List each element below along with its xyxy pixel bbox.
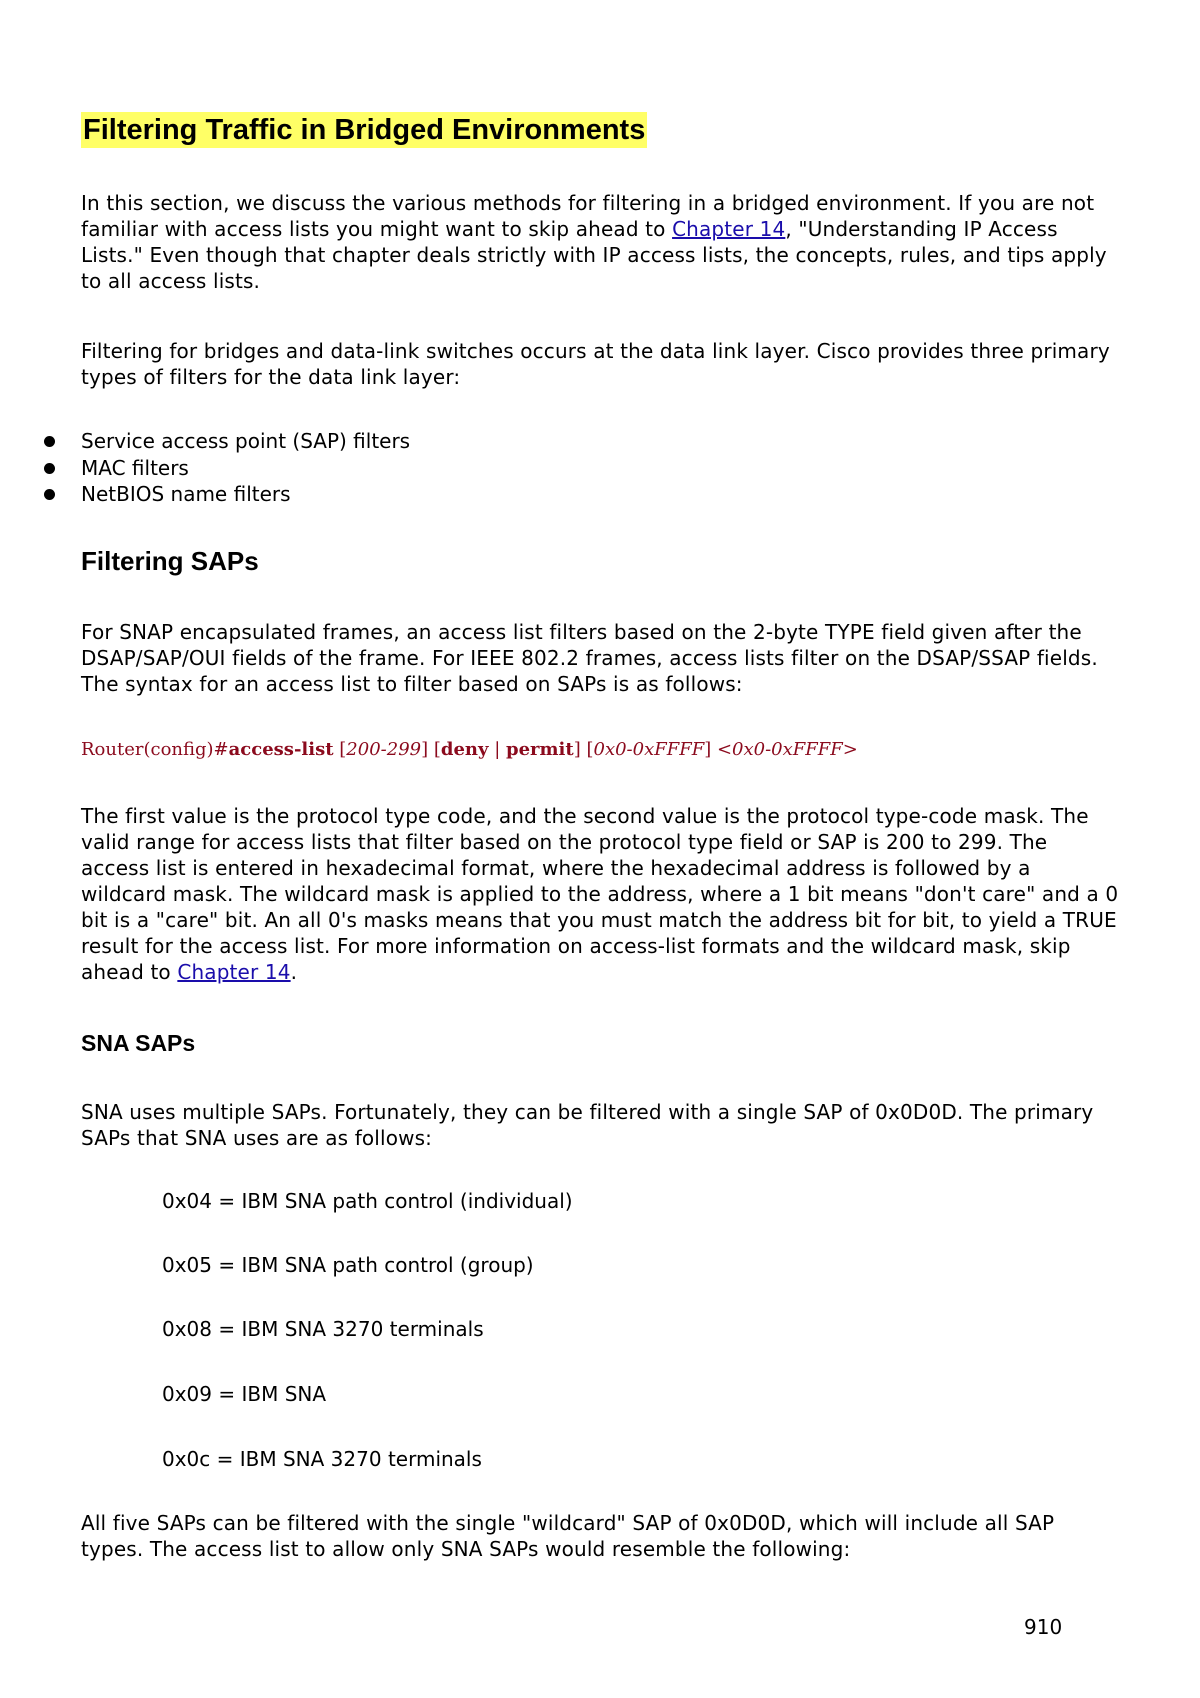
sap-entry: 0x09 = IBM SNA: [162, 1382, 327, 1406]
bullet-icon: [44, 463, 55, 474]
data-link-paragraph: Filtering for bridges and data-link switches occurs at the data link layer. Cisco provides three primary types of filters for the data link layer:: [81, 339, 1110, 389]
bullet-icon: [44, 436, 55, 447]
sap-entry: 0x08 = IBM SNA 3270 terminals: [162, 1317, 484, 1341]
sap-entry: 0x04 = IBM SNA path control (individual): [162, 1189, 573, 1213]
intro-paragraph: [81, 190, 1121, 294]
sap-entry: 0x05 = IBM SNA path control (group): [162, 1253, 534, 1277]
chapter-14-link[interactable]: Chapter 14: [672, 217, 786, 241]
page-number: 910: [1024, 1615, 1063, 1639]
code-access-list-syntax: Router(config)#access-list [200-299] [deny | permit] [0x0-0xFFFF] <0x0-0xFFFF>: [81, 739, 858, 760]
page-title: Filtering Traffic in Bridged Environments: [83, 114, 646, 146]
chapter-14-link[interactable]: Chapter 14: [177, 960, 291, 984]
sap-entry: 0x0c = IBM SNA 3270 terminals: [162, 1447, 482, 1471]
list-item: NetBIOS name filters: [0, 481, 1121, 508]
section-heading-sna-saps: SNA SAPs: [81, 1030, 196, 1056]
bullet-icon: [44, 489, 55, 500]
intro-text-1: In this section, we discuss the various methods for filtering in a bridged environment. If you are not familiar with access lists you might want to skip ahead to: [81, 191, 1095, 241]
type-code-paragraph: The first value is the protocol type code, and the second value is the protocol type-code mask. The valid range for access lists that filter based on the protocol type field or SAP is 200 to 299. The access list is entered in hexadecimal format, where the hexadecimal address is followed by a wildcard mask. The wildcard mask is applied to the address, where a 1 bit means "don't care" and a 0 bit is a "care" bit. An all 0's masks means that you must match the address bit for bit, to yield a TRUE result for the access list. For more information on access-list formats and the wildcard mask, skip ahead to Chapter 14.: [81, 804, 1119, 984]
sna-paragraph: SNA uses multiple SAPs. Fortunately, they can be filtered with a single SAP of 0x0D0D. The primary SAPs that SNA uses are as follows:: [81, 1100, 1094, 1150]
snap-paragraph: For SNAP encapsulated frames, an access list filters based on the 2-byte TYPE field given after the DSAP/SAP/OUI fields of the frame. For IEEE 802.2 frames, access lists filter on the DSAP/SSAP fields. The syntax for an access list to filter based on SAPs is as follows:: [81, 620, 1098, 696]
wildcard-paragraph: All five SAPs can be filtered with the single "wildcard" SAP of 0x0D0D, which will include all SAP types. The access list to allow only SNA SAPs would resemble the following:: [81, 1511, 1055, 1561]
list-item: Service access point (SAP) filters: [0, 428, 1121, 455]
intro-text-2: , "Understanding IP Access Lists." Even though that chapter deals strictly with IP access lists, the concepts, rules, and tips apply to all access lists.: [81, 217, 1107, 293]
filter-types-list: [81, 428, 1121, 508]
section-heading-filtering-saps: Filtering SAPs: [81, 546, 259, 576]
list-item: MAC filters: [0, 455, 1121, 482]
